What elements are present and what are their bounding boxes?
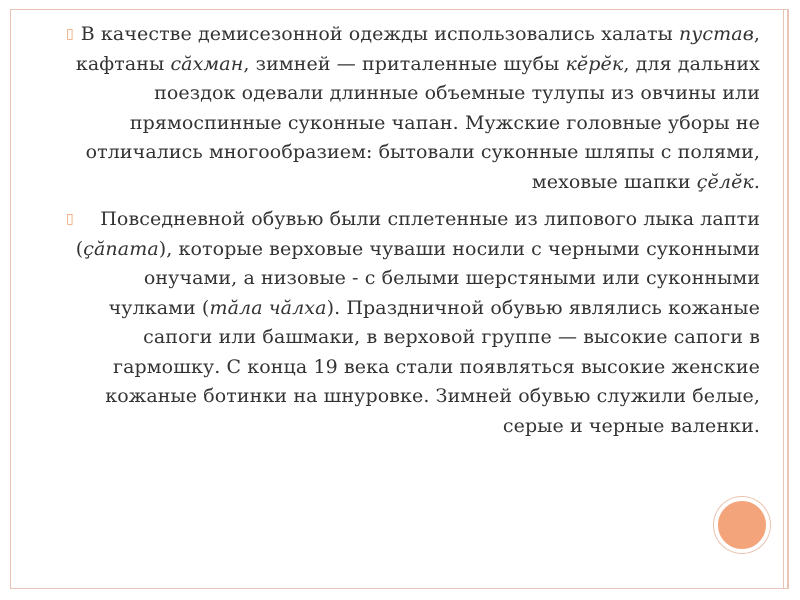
slide-content	[64, 20, 760, 449]
text-segment: , кафтаны	[75, 23, 760, 75]
bullet-item	[64, 20, 760, 197]
bullet-text	[64, 205, 760, 441]
term-italic: сăхман	[170, 52, 244, 75]
decorative-circle	[714, 497, 770, 553]
slide-side-rail	[783, 9, 789, 589]
term-italic: çăпата	[83, 237, 159, 260]
bullet-marker-icon: ▯	[66, 26, 74, 42]
bullet-text	[64, 20, 760, 197]
bullet-item	[64, 205, 760, 441]
term-italic: тăла чăлха	[209, 296, 327, 319]
text-segment: В качестве демисезонной одежды использовались халаты	[80, 23, 679, 45]
text-segment: Повседневной обувью были сплетенные из липового лыка лапти (	[75, 208, 760, 260]
term-italic: кĕрĕк	[565, 52, 624, 75]
text-segment: ). Праздничной обувью являлись кожаные сапоги или башмаки, в верховой группе — высокие сапоги в гармошку. С конца 19 века стали появляться высокие женские кожаные ботинки на шнуровке. Зимней обувью служили белые, серые и черные валенки.	[105, 296, 760, 437]
text-segment: ), которые верховые чуваши носили с черными суконными онучами, а низовые - с белыми шерстяными или суконными чулками (	[108, 237, 760, 319]
term-italic: пустав	[678, 23, 754, 45]
text-segment: , для дальних поездок одевали длинные объемные тулупы из овчины или прямоспинные суконные чапан. Мужские головные уборы не отличались многообразием: бытовали суконные шляпы с полями, меховые шапки	[85, 52, 760, 193]
text-segment: .	[753, 170, 760, 193]
term-italic: çĕлĕк	[696, 170, 754, 193]
text-segment: , зимней — приталенные шубы	[243, 52, 566, 75]
bullet-marker-icon: ▯	[66, 211, 74, 227]
